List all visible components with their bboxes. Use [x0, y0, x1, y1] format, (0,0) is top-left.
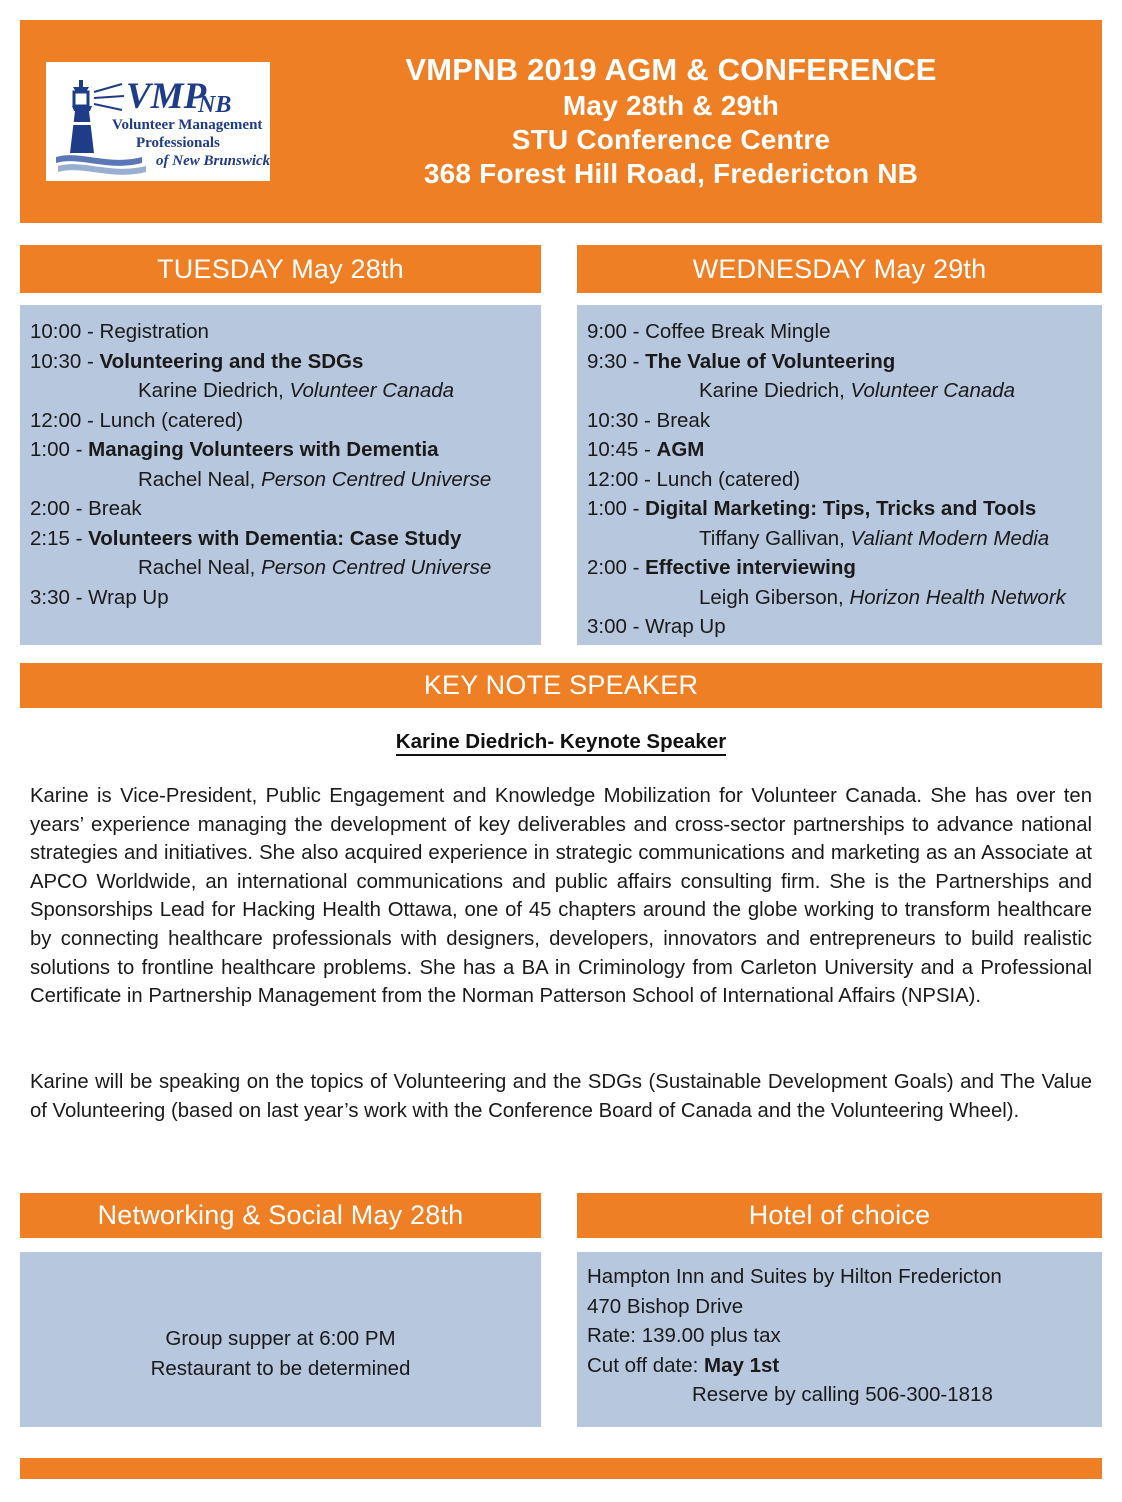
conference-title: VMPNB 2019 AGM & CONFERENCE — [405, 52, 937, 88]
schedule-item-time: 1:00 - — [587, 497, 646, 520]
schedule-item-time: 1:00 - — [30, 438, 89, 461]
keynote-bio-paragraph-2: Karine will be speaking on the topics of Volunteering and the SDGs (Sustainable Development Goals) and The Value of Volunteering (based on last year’s work with the Conference Board of Canada and the Volunteering Wheel). — [30, 1071, 1092, 1122]
schedule-item-speaker — [30, 553, 533, 583]
speaker-name: Leigh Giberson, — [699, 585, 850, 609]
schedule-item-time: 10:30 - — [30, 349, 100, 373]
header-banner — [20, 20, 1102, 223]
schedule-item-title: AGM — [656, 438, 705, 461]
hotel-name: Hampton Inn and Suites by Hilton Fredericton — [587, 1265, 1002, 1288]
schedule-item-time: 12:00 - — [30, 408, 100, 432]
keynote-bio-paragraph-1: Karine is Vice-President, Public Engagement and Knowledge Mobilization for Volunteer Canada. She has over ten years’ experience managing the development of key deliverables and cross-sector partnerships to advance national strategies and initiatives. She also acquired experience in strategic communications and marketing as an Associate at APCO Worldwide, an international communications and public affairs consulting firm. She is the Partnerships and Sponsorships Lead for Hacking Health Ottawa, one of 45 chapters around the globe working to transform healthcare by connecting healthcare professionals with designers, developers, innovators and entrepreneurs to build realistic solutions to frontline healthcare problems. She has a BA in Criminology from Carleton University and a Professional Certificate in Partnership Management from the Norman Patterson School of International Affairs (NPSIA). — [30, 785, 1092, 1008]
schedule-item — [587, 406, 1094, 436]
schedule-item-title: Break — [88, 497, 142, 520]
schedule-item-time: 2:00 - — [30, 497, 89, 520]
schedule-item-time: 10:30 - — [587, 408, 657, 432]
schedule-item — [587, 347, 1094, 377]
schedule-item — [30, 524, 533, 554]
tuesday-heading: TUESDAY May 28th — [20, 245, 541, 293]
schedule-item — [30, 406, 533, 436]
schedule-item-title: Effective interviewing — [645, 556, 856, 579]
speaker-name: Tiffany Gallivan, — [699, 526, 851, 550]
schedule-item — [587, 553, 1094, 583]
schedule-item-time: 10:45 - — [587, 438, 657, 461]
schedule-item-title: Managing Volunteers with Dementia — [88, 438, 439, 461]
schedule-item — [587, 317, 1094, 347]
speaker-organization: Volunteer Canada — [289, 379, 455, 402]
svg-text:Professionals: Professionals — [136, 135, 220, 151]
footer-bar — [20, 1458, 1102, 1479]
speaker-organization: Volunteer Canada — [850, 379, 1016, 402]
svg-text:NB: NB — [198, 92, 232, 118]
speaker-organization: Horizon Health Network — [849, 585, 1066, 609]
conference-dates: May 28th & 29th — [562, 90, 780, 122]
schedule-item-title: Volunteers with Dementia: Case Study — [88, 526, 462, 550]
networking-details — [151, 1324, 411, 1383]
conference-address: 368 Forest Hill Road, Fredericton NB — [423, 158, 919, 190]
schedule-item-speaker — [587, 583, 1094, 613]
schedule-item-title: Volunteering and the SDGs — [99, 349, 364, 373]
keynote-speaker-name — [0, 730, 1122, 754]
networking-line-2: Restaurant to be determined — [150, 1356, 411, 1380]
hotel-cutoff-label: Cut off date: — [587, 1353, 705, 1377]
hotel-panel — [577, 1252, 1102, 1427]
schedule-item-title: Break — [656, 408, 711, 432]
speaker-name: Rachel Neal, — [138, 467, 262, 491]
schedule-item-speaker — [30, 465, 533, 495]
hotel-reserve-phone: Reserve by calling 506-300-1818 — [692, 1383, 993, 1406]
schedule-item — [30, 583, 533, 613]
schedule-item-time: 2:00 - — [587, 556, 646, 579]
keynote-speaker-name-text: Karine Diedrich- Keynote Speaker — [396, 730, 726, 756]
schedule-item — [587, 612, 1094, 642]
speaker-name: Karine Diedrich, — [138, 379, 290, 402]
schedule-item-title: The Value of Volunteering — [645, 349, 896, 373]
hotel-cutoff-value: May 1st — [704, 1353, 780, 1377]
wednesday-heading: WEDNESDAY May 29th — [577, 245, 1102, 293]
schedule-item-time: 3:30 - — [30, 585, 89, 609]
schedule-item-speaker — [30, 376, 533, 406]
header-title-block — [270, 51, 1102, 191]
schedule-item — [30, 435, 533, 465]
svg-text:Volunteer Management: Volunteer Management — [112, 117, 263, 133]
schedule-item-time: 3:00 - — [587, 615, 646, 638]
networking-heading: Networking & Social May 28th — [20, 1193, 541, 1238]
schedule-item-title: Lunch (catered) — [99, 408, 244, 432]
schedule-item-speaker — [587, 524, 1094, 554]
schedule-item-title: Wrap Up — [88, 585, 169, 609]
speaker-name: Karine Diedrich, — [699, 379, 851, 402]
speaker-name: Rachel Neal, — [138, 556, 262, 579]
lighthouse-logo-icon — [46, 62, 270, 181]
schedule-item-time: 9:30 - — [587, 349, 646, 373]
schedule-item — [587, 494, 1094, 524]
tuesday-schedule — [20, 305, 541, 645]
schedule-item-title: Digital Marketing: Tips, Tricks and Tools — [645, 497, 1037, 520]
wednesday-schedule — [577, 305, 1102, 645]
schedule-item — [587, 465, 1094, 495]
hotel-address: 470 Bishop Drive — [587, 1294, 744, 1318]
keynote-banner: KEY NOTE SPEAKER — [20, 663, 1102, 708]
schedule-item-title: Registration — [99, 320, 209, 343]
speaker-organization: Person Centred Universe — [261, 467, 492, 491]
speaker-organization: Valiant Modern Media — [850, 526, 1050, 550]
schedule-item — [30, 317, 533, 347]
schedule-item — [30, 494, 533, 524]
svg-text:of New Brunswick: of New Brunswick — [156, 153, 270, 169]
hotel-heading: Hotel of choice — [577, 1193, 1102, 1238]
hotel-cutoff — [587, 1351, 1094, 1381]
hotel-rate: Rate: 139.00 plus tax — [587, 1324, 781, 1347]
schedule-item-speaker — [587, 376, 1094, 406]
vmpnb-logo — [46, 62, 270, 181]
schedule-item-time: 12:00 - — [587, 467, 657, 491]
schedule-item — [587, 435, 1094, 465]
conference-venue: STU Conference Centre — [511, 124, 831, 156]
schedule-item-title: Coffee Break Mingle — [645, 320, 831, 343]
schedule-item-time: 9:00 - — [587, 320, 646, 343]
schedule-item-title: Wrap Up — [645, 615, 726, 638]
schedule-item — [30, 347, 533, 377]
schedule-item-time: 10:00 - — [30, 320, 100, 343]
networking-panel — [20, 1252, 541, 1427]
speaker-organization: Person Centred Universe — [261, 556, 492, 579]
schedule-item-title: Lunch (catered) — [656, 467, 801, 491]
networking-line-1: Group supper at 6:00 PM — [165, 1327, 396, 1350]
svg-text:VMP: VMP — [126, 76, 207, 117]
schedule-item-time: 2:15 - — [30, 526, 89, 550]
